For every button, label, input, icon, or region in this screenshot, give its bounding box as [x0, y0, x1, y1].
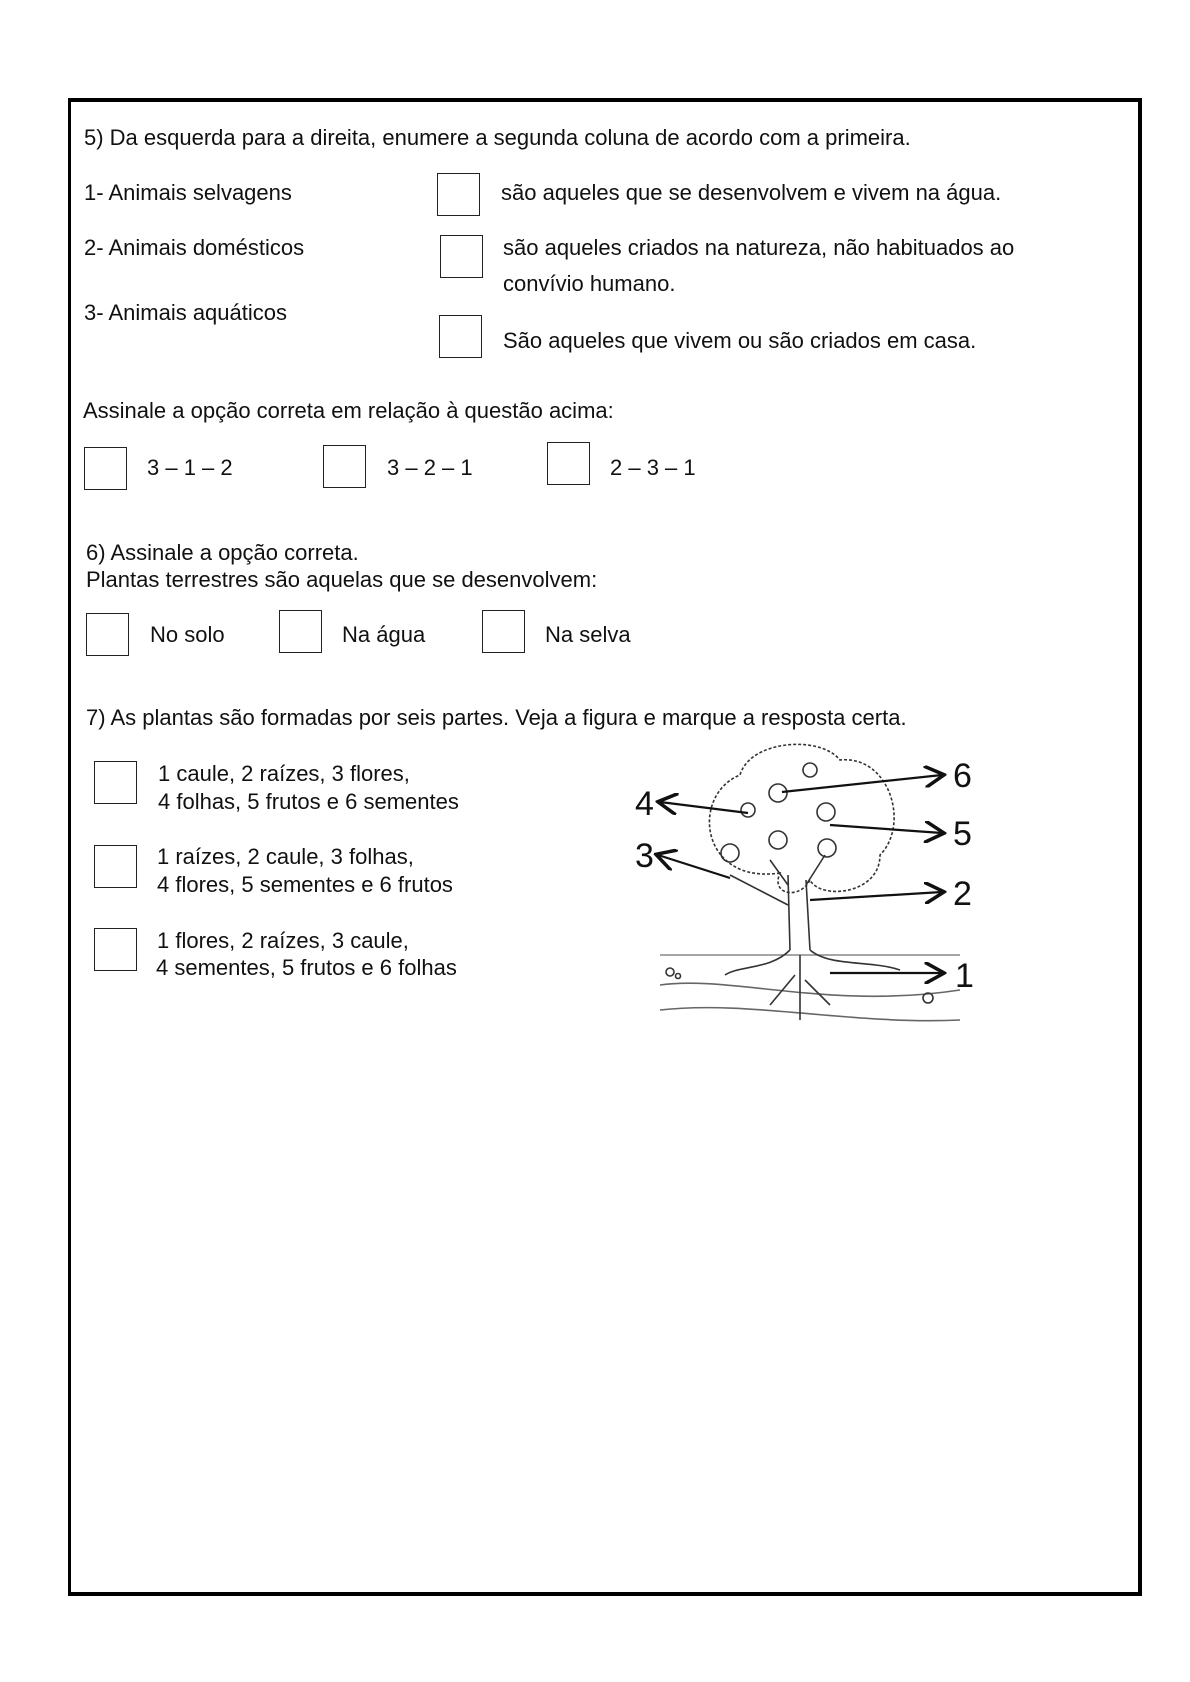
option-312: 3 – 1 – 2 — [147, 455, 233, 480]
option-box-no-solo[interactable] — [86, 613, 129, 656]
right-item-2-line2: convívio humano. — [503, 271, 676, 296]
left-item-1: 1- Animais selvagens — [84, 180, 292, 205]
match-box-2[interactable] — [440, 235, 483, 278]
plant-option-box-3[interactable] — [94, 928, 137, 971]
left-item-2: 2- Animais domésticos — [84, 235, 305, 260]
option-231: 2 – 3 – 1 — [610, 455, 696, 480]
figure-label-2: 2 — [953, 875, 972, 913]
right-item-2-line1: são aqueles criados na natureza, não habituados ao — [503, 235, 1015, 260]
option-321: 3 – 2 – 1 — [387, 455, 473, 480]
question-7-title: 7) As plantas são formadas por seis partes. Veja a figura e marque a resposta certa. — [86, 705, 907, 730]
plant-option-3-line1: 1 flores, 2 raízes, 3 caule, — [157, 928, 409, 953]
option-na-agua: Na água — [342, 622, 426, 647]
figure-label-5: 5 — [953, 815, 972, 853]
option-box-na-agua[interactable] — [279, 610, 322, 653]
plant-option-3-line2: 4 sementes, 5 frutos e 6 folhas — [156, 955, 457, 980]
plant-option-1-line1: 1 caule, 2 raízes, 3 flores, — [158, 761, 410, 786]
option-no-solo: No solo — [150, 622, 225, 647]
plant-option-box-1[interactable] — [94, 761, 137, 804]
figure-label-6: 6 — [953, 757, 972, 795]
tree-diagram — [630, 735, 990, 1035]
plant-option-2-line1: 1 raízes, 2 caule, 3 folhas, — [157, 844, 414, 869]
tree-icon — [660, 744, 960, 1020]
option-box-na-selva[interactable] — [482, 610, 525, 653]
question-6-title: 6) Assinale a opção correta. — [86, 540, 359, 565]
plant-option-2-line2: 4 flores, 5 sementes e 6 frutos — [157, 872, 453, 897]
question-5-title: 5) Da esquerda para a direita, enumere a segunda coluna de acordo com a primeira. — [84, 125, 911, 150]
match-box-3[interactable] — [439, 315, 482, 358]
option-box-312[interactable] — [84, 447, 127, 490]
plant-option-1-line2: 4 folhas, 5 frutos e 6 sementes — [158, 789, 459, 814]
right-item-1: são aqueles que se desenvolvem e vivem na água. — [501, 180, 1002, 205]
figure-label-3: 3 — [635, 837, 654, 875]
match-box-1[interactable] — [437, 173, 480, 216]
question-6-subtitle: Plantas terrestres são aquelas que se desenvolvem: — [86, 567, 598, 592]
option-box-231[interactable] — [547, 442, 590, 485]
question-5-prompt: Assinale a opção correta em relação à questão acima: — [83, 398, 614, 423]
figure-label-4: 4 — [635, 785, 654, 823]
plant-option-box-2[interactable] — [94, 845, 137, 888]
figure-label-1: 1 — [955, 957, 974, 995]
option-box-321[interactable] — [323, 445, 366, 488]
option-na-selva: Na selva — [545, 622, 631, 647]
right-item-3: São aqueles que vivem ou são criados em casa. — [503, 328, 977, 353]
left-item-3: 3- Animais aquáticos — [84, 300, 287, 325]
